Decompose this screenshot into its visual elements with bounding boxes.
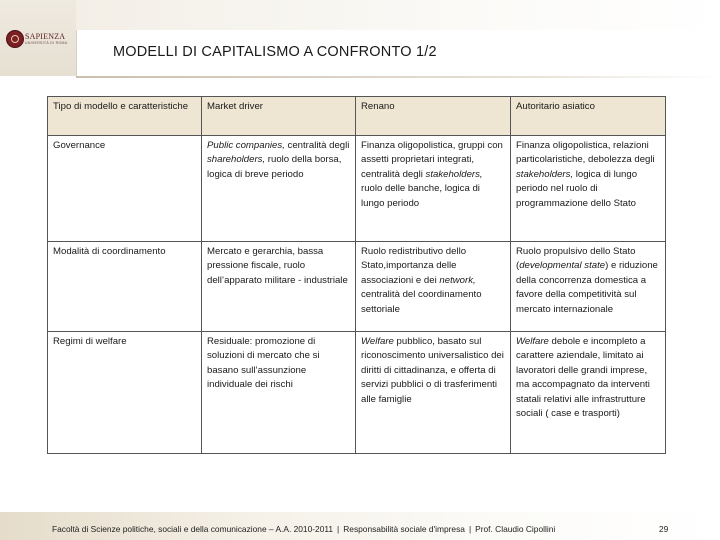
row-label-coordinamento: Modalità di coordinamento	[48, 242, 202, 332]
page-title: MODELLI DI CAPITALISMO A CONFRONTO 1/2	[113, 44, 437, 60]
footer-faculty: Facoltà di Scienze politiche, sociali e della comunicazione – A.A. 2010-2011	[52, 524, 334, 534]
header-cell-market-driver: Market driver	[202, 97, 356, 136]
footer-separator: |	[337, 524, 340, 534]
header-cell-renano: Renano	[356, 97, 511, 136]
cell-welfare-market: Residuale: promozione di soluzioni di mercato che si basano sull’assunzione individuale dei rischi	[202, 332, 356, 454]
logo-name: SAPIENZA	[25, 32, 66, 41]
cell-welfare-renano: Welfare pubblico, basato sul riconoscimento universalistico dei diritti di cittadinanza, e offerta di servizi pubblici o di trasferimenti alle famiglie	[356, 332, 511, 454]
table-header-row	[48, 97, 666, 136]
table-row-welfare	[48, 332, 666, 454]
table-row-governance	[48, 136, 666, 242]
header-cell-model: Tipo di modello e caratteristiche	[48, 97, 202, 136]
comparison-table	[47, 96, 666, 454]
cell-governance-renano: Finanza oligopolistica, gruppi con assetti proprietari integrati, centralità degli stakeholders, ruolo delle banche, logica di lungo periodo	[356, 136, 511, 242]
cell-welfare-asiatico: Welfare debole e incompleto a carattere aziendale, limitato ai lavoratori delle grandi imprese, ma accompagnato da interventi statali relativi alle infrastrutture sociali ( case e trasporti)	[511, 332, 666, 454]
cell-coordinamento-renano: Ruolo redistributivo dello Stato,importanza delle associazioni e dei network, centralità del coordinamento settoriale	[356, 242, 511, 332]
footer-text	[52, 524, 555, 534]
table-row-coordinamento	[48, 242, 666, 332]
footer-course: Responsabilità sociale d'impresa	[343, 524, 465, 534]
row-label-welfare: Regimi di welfare	[48, 332, 202, 454]
footer-separator: |	[468, 524, 472, 534]
footer-professor: Prof. Claudio Cipollini	[475, 524, 556, 534]
logo-subtitle: UNIVERSITÀ DI ROMA	[25, 41, 68, 45]
cell-coordinamento-asiatico: Ruolo propulsivo dello Stato (developmental state) e riduzione della concorrenza domestica a favore della competitività sul mercato internazionale	[511, 242, 666, 332]
university-seal-icon	[6, 30, 24, 48]
header-band	[76, 0, 720, 30]
row-label-governance: Governance	[48, 136, 202, 242]
cell-coordinamento-market: Mercato e gerarchia, bassa pressione fiscale, ruolo dell’apparato militare - industriale	[202, 242, 356, 332]
cell-governance-market: Public companies, centralità degli shareholders, ruolo della borsa, logica di breve periodo	[202, 136, 356, 242]
title-divider	[76, 76, 720, 78]
university-logo	[0, 0, 77, 76]
header-cell-asiatico: Autoritario asiatico	[511, 97, 666, 136]
cell-governance-asiatico: Finanza oligopolistica, relazioni particolaristiche, debolezza degli stakeholders, logica di lungo periodo nel ruolo di programmazione dello Stato	[511, 136, 666, 242]
page-number: 29	[659, 524, 669, 534]
